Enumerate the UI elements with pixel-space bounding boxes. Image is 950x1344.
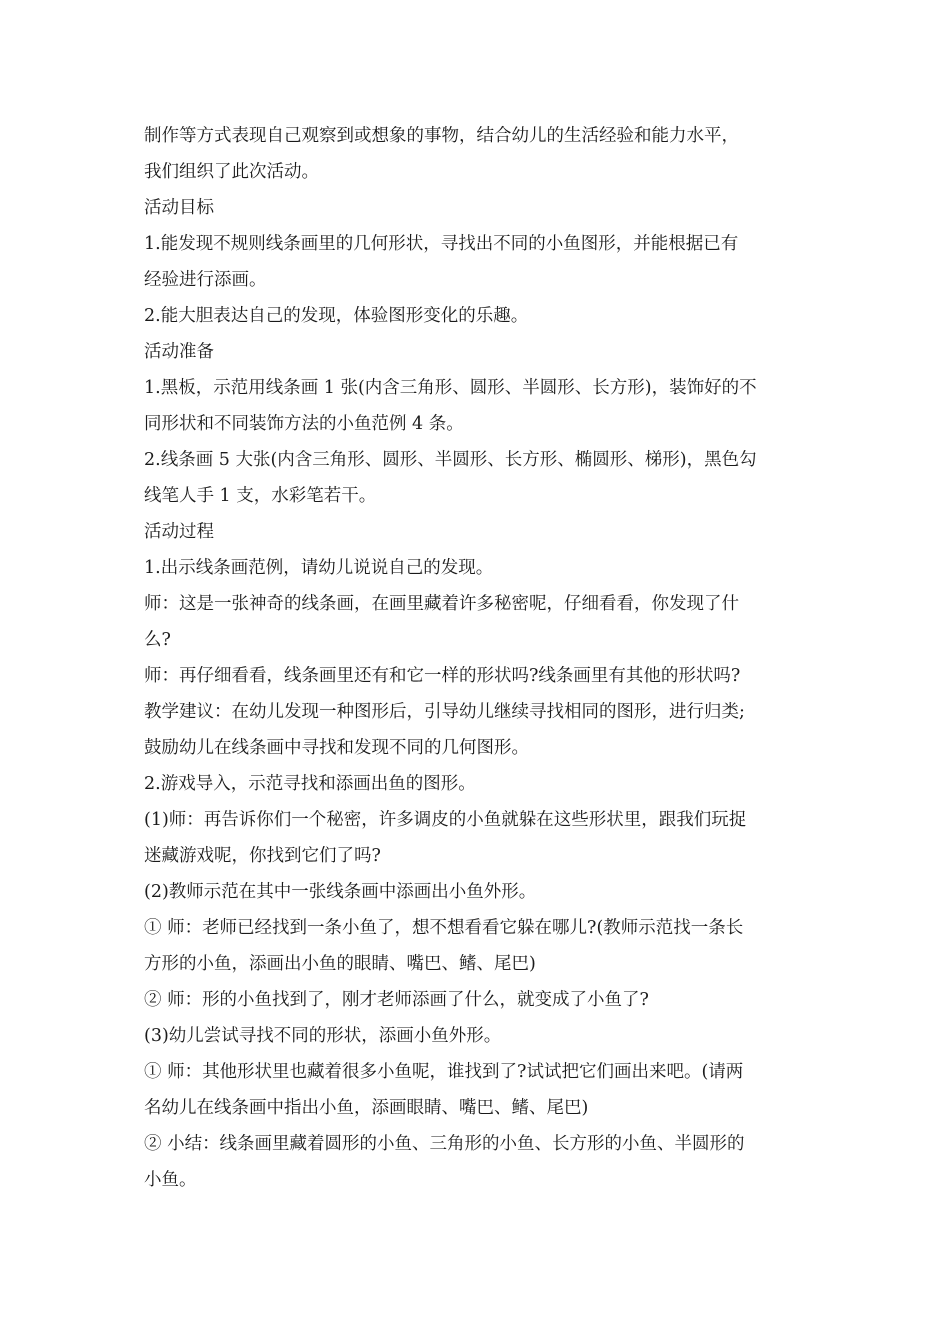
text-line: (1)师：再告诉你们一个秘密，许多调皮的小鱼就躲在这些形状里，跟我们玩捉	[144, 810, 747, 830]
section-heading: 活动准备	[144, 342, 214, 362]
text-line: ① 师：老师已经找到一条小鱼了，想不想看看它躲在哪儿?(教师示范找一条长	[144, 918, 744, 938]
text-line: 2.线条画 5 大张(内含三角形、圆形、半圆形、长方形、椭圆形、梯形)，黑色勾	[144, 450, 757, 470]
text-line: 1.出示线条画范例，请幼儿说说自己的发现。	[144, 558, 494, 578]
text-line: (2)教师示范在其中一张线条画中添画出小鱼外形。	[144, 882, 537, 902]
text-line: 同形状和不同装饰方法的小鱼范例 4 条。	[144, 414, 464, 434]
text-line: 方形的小鱼，添画出小鱼的眼睛、嘴巴、鳍、尾巴)	[144, 954, 536, 974]
text-line: 1.能发现不规则线条画里的几何形状，寻找出不同的小鱼图形，并能根据已有	[144, 234, 739, 254]
text-line: 师：再仔细看看，线条画里还有和它一样的形状吗?线条画里有其他的形状吗?	[144, 666, 741, 686]
text-line: 1.黑板，示范用线条画 1 张(内含三角形、圆形、半圆形、长方形)，装饰好的不	[144, 378, 757, 398]
text-line: 经验进行添画。	[144, 270, 267, 290]
document-page	[144, 118, 812, 1198]
text-line: 小鱼。	[144, 1170, 197, 1190]
text-line: 线笔人手 1 支，水彩笔若干。	[144, 486, 377, 506]
text-line: 教学建议：在幼儿发现一种图形后，引导幼儿继续寻找相同的图形，进行归类;	[144, 702, 745, 722]
text-line: 师：这是一张神奇的线条画，在画里藏着许多秘密呢，仔细看看，你发现了什	[144, 594, 739, 614]
text-line: 制作等方式表现自己观察到或想象的事物，结合幼儿的生活经验和能力水平，	[144, 126, 739, 146]
text-line: 2.能大胆表达自己的发现，体验图形变化的乐趣。	[144, 306, 529, 326]
section-heading: 活动目标	[144, 198, 214, 218]
text-line: 名幼儿在线条画中指出小鱼，添画眼睛、嘴巴、鳍、尾巴)	[144, 1098, 589, 1118]
text-line: ① 师：其他形状里也藏着很多小鱼呢，谁找到了?试试把它们画出来吧。(请两	[144, 1062, 744, 1082]
text-line: 鼓励幼儿在线条画中寻找和发现不同的几何图形。	[144, 738, 529, 758]
text-line: 么?	[144, 630, 171, 650]
text-line: ② 师：形的小鱼找到了，刚才老师添画了什么，就变成了小鱼了?	[144, 990, 649, 1010]
text-line: (3)幼儿尝试寻找不同的形状，添画小鱼外形。	[144, 1026, 502, 1046]
text-line: 我们组织了此次活动。	[144, 162, 319, 182]
text-line: ② 小结：线条画里藏着圆形的小鱼、三角形的小鱼、长方形的小鱼、半圆形的	[144, 1134, 745, 1154]
section-heading: 活动过程	[144, 522, 214, 542]
text-line: 迷藏游戏呢，你找到它们了吗?	[144, 846, 381, 866]
text-line: 2.游戏导入，示范寻找和添画出鱼的图形。	[144, 774, 476, 794]
